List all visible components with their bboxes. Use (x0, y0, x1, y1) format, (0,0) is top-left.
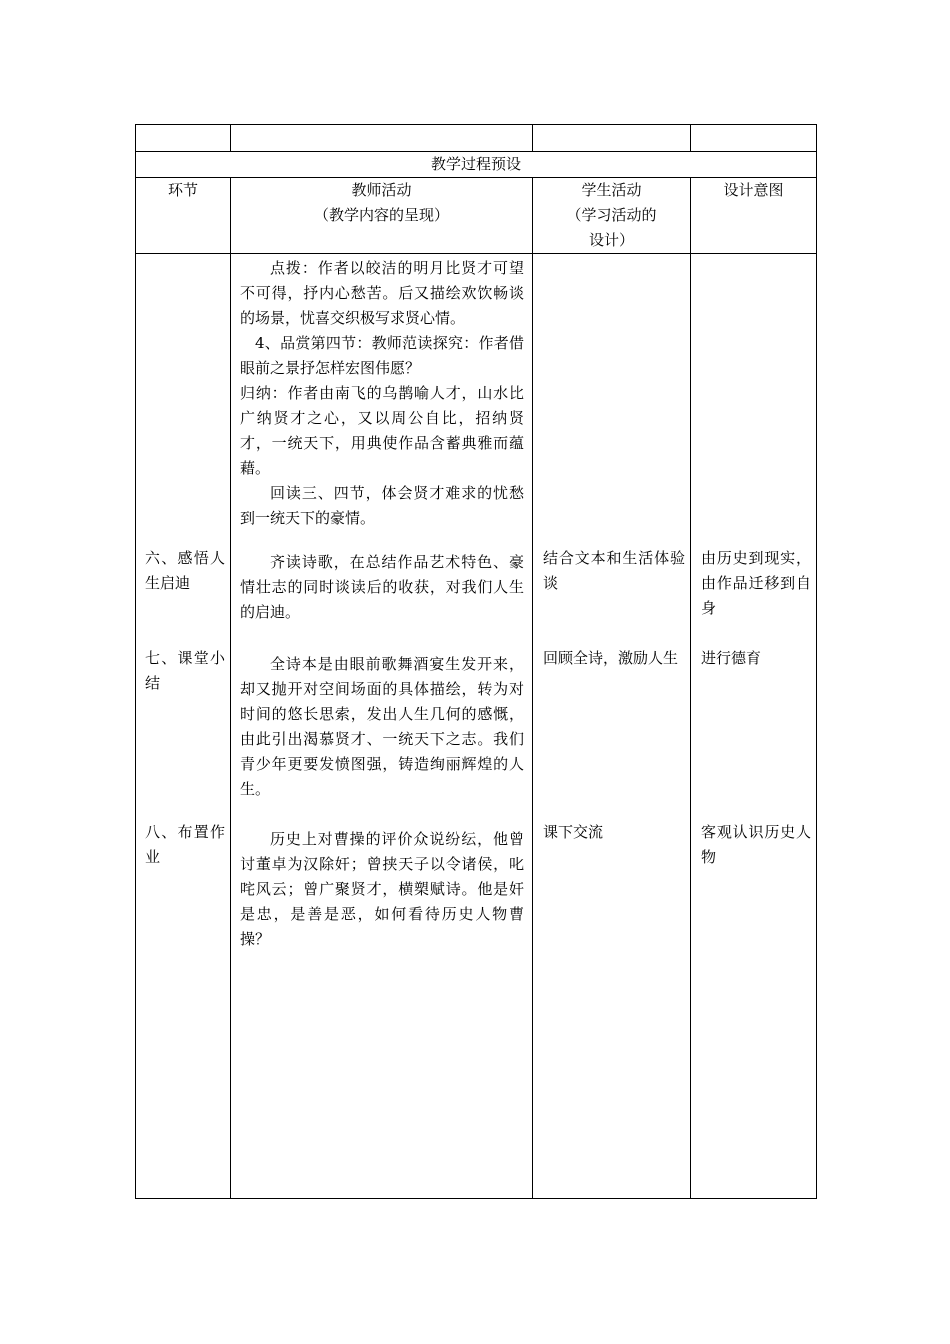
header-student-line2: （学习活动的 (566, 206, 657, 224)
student-activity-7: 回顾全诗，激励人生 (543, 649, 679, 667)
table-title-row (136, 152, 817, 178)
header-teacher (231, 178, 533, 254)
header-teacher-label: 教师活动 (351, 181, 412, 199)
lesson-plan-table (135, 124, 817, 1199)
teacher-note-p1: 点拨：作者以皎洁的明月比贤才可望不可得，抒内心愁苦。后又描绘欢饮畅谈的场景，忧喜交织极写求贤心情。 (240, 259, 524, 327)
empty-header-row (136, 125, 817, 152)
header-stage (136, 178, 231, 254)
design-intent-7: 进行德育 (701, 649, 762, 667)
column-header-row (136, 178, 817, 254)
empty-cell (533, 125, 691, 152)
header-student-line1: 学生活动 (581, 181, 642, 199)
teacher-note-p3: 归纳：作者由南飞的乌鹊喻人才，山水比广纳贤才之心，又以周公自比，招纳贤才，一统天下，用典使作品含蓄典雅而蕴藉。 (240, 384, 524, 477)
header-intent (691, 178, 817, 254)
header-stage-label: 环节 (167, 181, 198, 199)
teacher-activity-6: 齐读诗歌，在总结作品艺术特色、豪情壮志的同时谈读后的收获，对我们人生的启迪。 (240, 553, 524, 621)
intent-column (691, 254, 817, 1199)
empty-cell (231, 125, 533, 152)
teacher-activity-7: 全诗本是由眼前歌舞酒宴生发开来，却又抛开对空间场面的具体描绘，转为对时间的悠长思索，发出人生几何的感慨，由此引出渴慕贤才、一统天下之志。我们青少年更要发愤图强，铸造绚丽辉煌的人生。 (240, 655, 524, 798)
stage-7: 七、课堂小结 (145, 649, 225, 692)
teacher-note-p2: 4、品赏第四节：教师范读探究：作者借眼前之景抒怎样宏图伟愿？ (240, 334, 524, 377)
header-intent-label: 设计意图 (723, 181, 784, 199)
table-title: 教学过程预设 (136, 152, 817, 178)
teacher-activity-8: 历史上对曹操的评价众说纷纭，他曾讨董卓为汉除奸；曾挟天子以令诸侯，叱咤风云；曾广聚贤才，横槊赋诗。他是奸是忠，是善是恶，如何看待历史人物曹操？ (240, 830, 524, 948)
header-student (533, 178, 691, 254)
design-intent-6: 由历史到现实，由作品迁移到自身 (701, 549, 811, 617)
stage-6: 六、感悟人生启迪 (145, 549, 225, 592)
stage-8: 八、布置作业 (145, 823, 225, 866)
stage-column (136, 254, 231, 1199)
design-intent-8: 客观认识历史人物 (701, 823, 811, 866)
header-student-line3: 设计） (588, 231, 634, 249)
empty-cell (691, 125, 817, 152)
student-activity-8: 课下交流 (543, 823, 604, 841)
teacher-note-p4: 回读三、四节，体会贤才难求的忧愁到一统天下的豪情。 (240, 484, 524, 527)
empty-cell (136, 125, 231, 152)
header-teacher-sub: （教学内容的呈现） (313, 206, 449, 224)
student-column (533, 254, 691, 1199)
student-activity-6: 结合文本和生活体验谈 (543, 549, 685, 592)
table-body-row (136, 254, 817, 1199)
teacher-column (231, 254, 533, 1199)
